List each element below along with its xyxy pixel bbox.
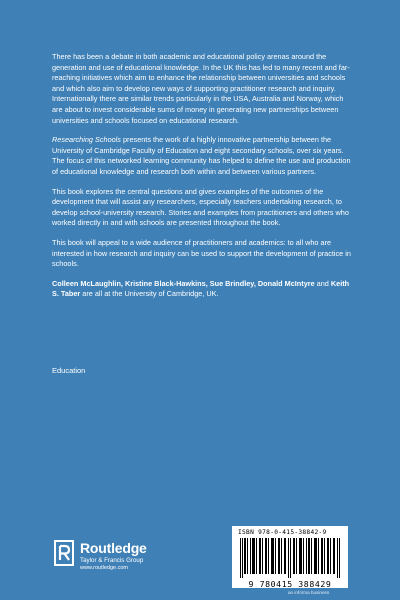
blurb-paragraph-4: This book will appeal to a wide audience of practitioners and academics: to all who are interested in how research and inquiry can be used to support the development of practice in schools. <box>52 237 351 269</box>
barcode-number: 9 780415 388429 <box>248 579 332 589</box>
publisher-name: Routledge <box>80 540 147 556</box>
author-name: Colleen McLaughlin <box>52 278 121 288</box>
author-separator: and <box>314 278 331 288</box>
author-separator: , <box>120 278 125 288</box>
author-name: Kristine Black-Hawkins <box>124 278 206 288</box>
blurb-paragraph-3: This book explores the central questions and gives examples of the outcomes of the development that will assist any researchers, especially teachers undertaking research, to develop school-university research. Stories and examples from practitioners and others who worked directly in and with schools are presented throughout the book. <box>52 186 349 228</box>
author-separator: , <box>205 278 210 288</box>
authors-note <box>52 279 352 300</box>
isbn-barcode <box>232 526 348 588</box>
book-title: Researching Schools <box>52 135 121 145</box>
informa-tagline: an informa business <box>288 590 330 595</box>
author-separator: , <box>253 278 258 288</box>
publisher-group: Taylor & Francis Group <box>80 557 144 564</box>
isbn-label: ISBN 978-0-415-38842-9 <box>238 529 327 536</box>
authors-affiliation: are all at the University of Cambridge, UK. <box>80 289 219 299</box>
barcode-bars <box>238 538 342 578</box>
routledge-r-icon <box>52 538 76 568</box>
blurb-paragraph-2-text: presents the work of a highly innovative partnership between the University of Cambridge Faculty of Education and eight secondary schools, over six years. The focus of this networked learning community has helped to define the use and production of educational knowledge and research both within and between various partners. <box>52 135 351 176</box>
author-name: Keith S. Taber <box>52 278 350 299</box>
subject-category: Education <box>52 366 86 375</box>
author-name: Sue Brindley <box>209 278 254 288</box>
author-name: Donald McIntyre <box>257 278 315 288</box>
blurb-paragraph-2 <box>52 135 352 177</box>
publisher-logo <box>52 538 212 578</box>
blurb-paragraph-1: There has been a debate in both academic and educational policy arenas around the generation and use of educational knowledge. In the UK this has led to many recent and far-reaching initiatives which aim to enhance the relationship between universities and schools and which also aim to develop new ways of supporting practitioner research and inquiry. Internationally there are similar trends particularly in the USA, Australia and Norway, which are about to invest considerable sums of money in generating new partnerships between universities and schools focused on educational research. <box>52 52 350 125</box>
publisher-url: www.routledge.com <box>80 565 128 571</box>
blurb <box>52 52 352 309</box>
